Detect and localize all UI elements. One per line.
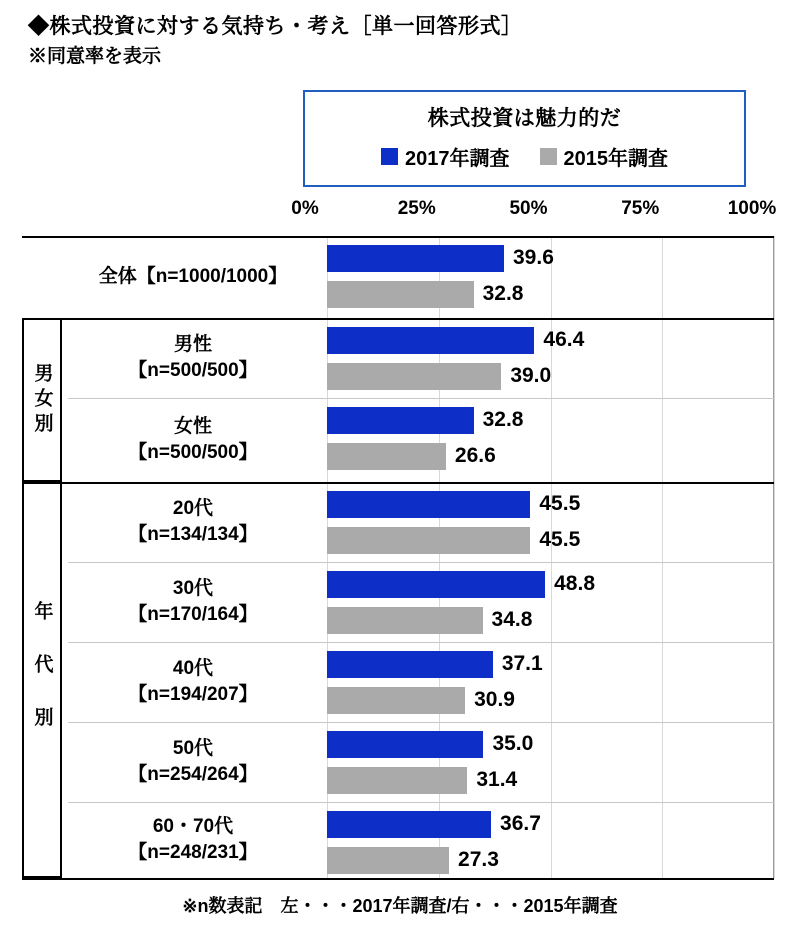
bar-2017 (327, 731, 483, 758)
row-label-line: 【n=500/500】 (128, 360, 258, 381)
footnote: ※n数表記 左・・・2017年調査/右・・・2015年調査 (182, 896, 618, 916)
legend-label-2017: 2017年調査 (405, 148, 510, 170)
row-label-line: 30代 (172, 578, 214, 599)
chart-row (68, 722, 774, 802)
row-label-line: 男性 (173, 334, 212, 355)
bar-2015 (327, 607, 483, 634)
legend-item-2017 (381, 142, 510, 171)
row-plot (327, 398, 774, 482)
bar-2017 (327, 327, 534, 354)
row-label (68, 642, 318, 722)
bar-2015 (327, 281, 474, 308)
row-label-line: 20代 (172, 498, 214, 519)
row-plot (327, 562, 774, 642)
row-plot (327, 318, 774, 398)
legend-item-2015 (540, 142, 669, 171)
row-label-line: 【n=194/207】 (128, 684, 258, 705)
row-label-line: 【n=248/231】 (128, 842, 258, 863)
chart-row (68, 236, 774, 318)
page-title (28, 12, 768, 72)
chart-row (68, 642, 774, 722)
group-separator (22, 878, 774, 880)
row-label (68, 482, 318, 562)
chart-row (68, 802, 774, 878)
legend-items (305, 142, 744, 171)
x-axis-tick: 100% (727, 198, 777, 219)
row-plot (327, 482, 774, 562)
bar-2017 (327, 245, 504, 272)
group-bracket: 男女別 (22, 318, 62, 482)
bar-2015 (327, 363, 501, 390)
legend (303, 90, 746, 187)
bar-2015 (327, 847, 449, 874)
row-label-line: 60・70代 (152, 816, 234, 837)
chart-title: ◆株式投資に対する気持ち・考え［単一回答形式］ (28, 15, 523, 38)
row-label-line: 【n=254/264】 (128, 764, 258, 785)
row-label (68, 398, 318, 482)
bar-value-2015: 32.8 (482, 282, 524, 305)
legend-title: 株式投資は魅力的だ (427, 107, 622, 130)
x-axis-ticks (291, 198, 777, 224)
x-axis-tick: 75% (621, 198, 660, 219)
chart-rows (68, 236, 774, 878)
bar-value-2017: 48.8 (554, 572, 595, 595)
row-label (68, 318, 318, 398)
chart-row (68, 482, 774, 562)
chart-plot-area (22, 236, 774, 878)
bar-2015 (327, 767, 467, 794)
bar-2017 (327, 811, 491, 838)
row-plot (327, 802, 774, 878)
gridline (774, 236, 775, 878)
bar-value-2015: 45.5 (539, 528, 581, 551)
chart-row (68, 562, 774, 642)
row-label (68, 802, 318, 878)
chart-row (68, 318, 774, 398)
bar-value-2015: 39.0 (510, 364, 552, 387)
legend-label-2015: 2015年調査 (563, 148, 668, 170)
row-plot (327, 236, 774, 318)
bar-2015 (327, 687, 465, 714)
bar-value-2017: 35.0 (492, 732, 534, 755)
row-label-line: 【n=134/134】 (128, 524, 258, 545)
row-plot (327, 642, 774, 722)
bar-2015 (327, 527, 530, 554)
row-label (68, 722, 318, 802)
bar-value-2015: 30.9 (474, 688, 515, 711)
bar-value-2015: 26.6 (454, 444, 496, 467)
chart-subtitle: ※同意率を表示 (28, 46, 162, 67)
bar-2017 (327, 571, 545, 598)
row-plot (327, 722, 774, 802)
row-label (68, 236, 318, 318)
bar-value-2015: 27.3 (458, 848, 499, 871)
bar-2015 (327, 443, 446, 470)
bar-value-2017: 39.6 (513, 246, 554, 269)
row-label-line: 全体【n=1000/1000】 (98, 266, 288, 287)
group-bracket: 年代別 (22, 482, 62, 878)
row-label-line: 40代 (172, 658, 214, 679)
row-label-line: 50代 (172, 738, 214, 759)
chart-row (68, 398, 774, 482)
bar-value-2015: 31.4 (476, 768, 518, 791)
bar-value-2015: 34.8 (491, 608, 533, 631)
bar-2017 (327, 651, 493, 678)
bar-value-2017: 46.4 (543, 328, 585, 351)
x-axis-tick: 0% (291, 198, 319, 219)
bar-value-2017: 32.8 (482, 408, 524, 431)
row-label-line: 【n=170/164】 (128, 604, 258, 625)
row-label-line: 女性 (173, 416, 212, 437)
bar-value-2017: 45.5 (539, 492, 581, 515)
row-label-line: 【n=500/500】 (128, 442, 258, 463)
x-axis-tick: 25% (397, 198, 436, 219)
bar-value-2017: 36.7 (500, 812, 541, 835)
bar-2017 (327, 491, 530, 518)
bar-value-2017: 37.1 (501, 652, 543, 675)
legend-swatch-2017 (381, 148, 398, 165)
x-axis-tick: 50% (509, 198, 548, 219)
bar-2017 (327, 407, 474, 434)
legend-swatch-2015 (540, 148, 557, 165)
row-label (68, 562, 318, 642)
